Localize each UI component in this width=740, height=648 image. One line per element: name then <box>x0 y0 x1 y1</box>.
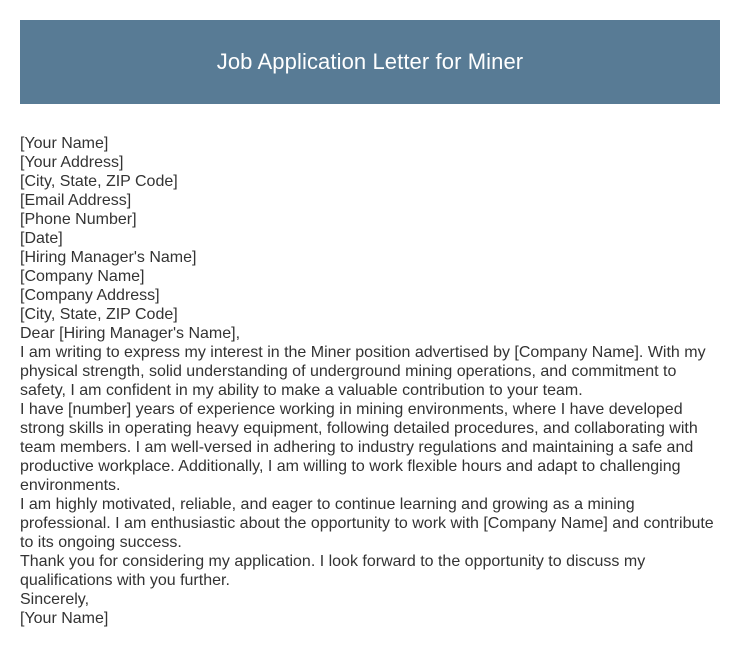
paragraph-motivation: I am highly motivated, reliable, and eager to continue learning and growing as a mining professional. I am enthusiastic about the opportunity to work with [Company Name] and contribute to its ongoing success. <box>20 496 714 551</box>
page-title: Job Application Letter for Miner <box>216 49 524 74</box>
recipient-company-address: [Company Address] <box>20 287 160 304</box>
sender-city-state-zip: [City, State, ZIP Code] <box>20 173 178 190</box>
sender-address: [Your Address] <box>20 154 124 171</box>
recipient-city-state-zip: [City, State, ZIP Code] <box>20 306 178 323</box>
letter-body <box>20 134 720 628</box>
sender-name: [Your Name] <box>20 135 109 152</box>
page-header <box>20 20 720 104</box>
paragraph-intro: I am writing to express my interest in the Miner position advertised by [Company Name]. With my physical strength, solid understanding of underground mining operations, and commitment to safety, I am confident in my ability to make a valuable contribution to your team. <box>20 344 706 399</box>
signature: [Your Name] <box>20 610 109 627</box>
sender-email: [Email Address] <box>20 192 132 209</box>
sender-phone: [Phone Number] <box>20 211 137 228</box>
letter-date: [Date] <box>20 230 63 247</box>
closing: Sincerely, <box>20 591 90 608</box>
paragraph-experience: I have [number] years of experience working in mining environments, where I have developed strong skills in operating heavy equipment, following detailed procedures, and collaborating with team members. I am well-versed in adhering to industry regulations and maintaining a safe and productive workplace. Additionally, I am willing to work flexible hours and adapt to challenging environments. <box>20 401 698 494</box>
recipient-company: [Company Name] <box>20 268 145 285</box>
paragraph-thanks: Thank you for considering my application. I look forward to the opportunity to discuss my qualifications with you further. <box>20 553 646 589</box>
recipient-name: [Hiring Manager's Name] <box>20 249 197 266</box>
salutation: Dear [Hiring Manager's Name], <box>20 325 241 342</box>
